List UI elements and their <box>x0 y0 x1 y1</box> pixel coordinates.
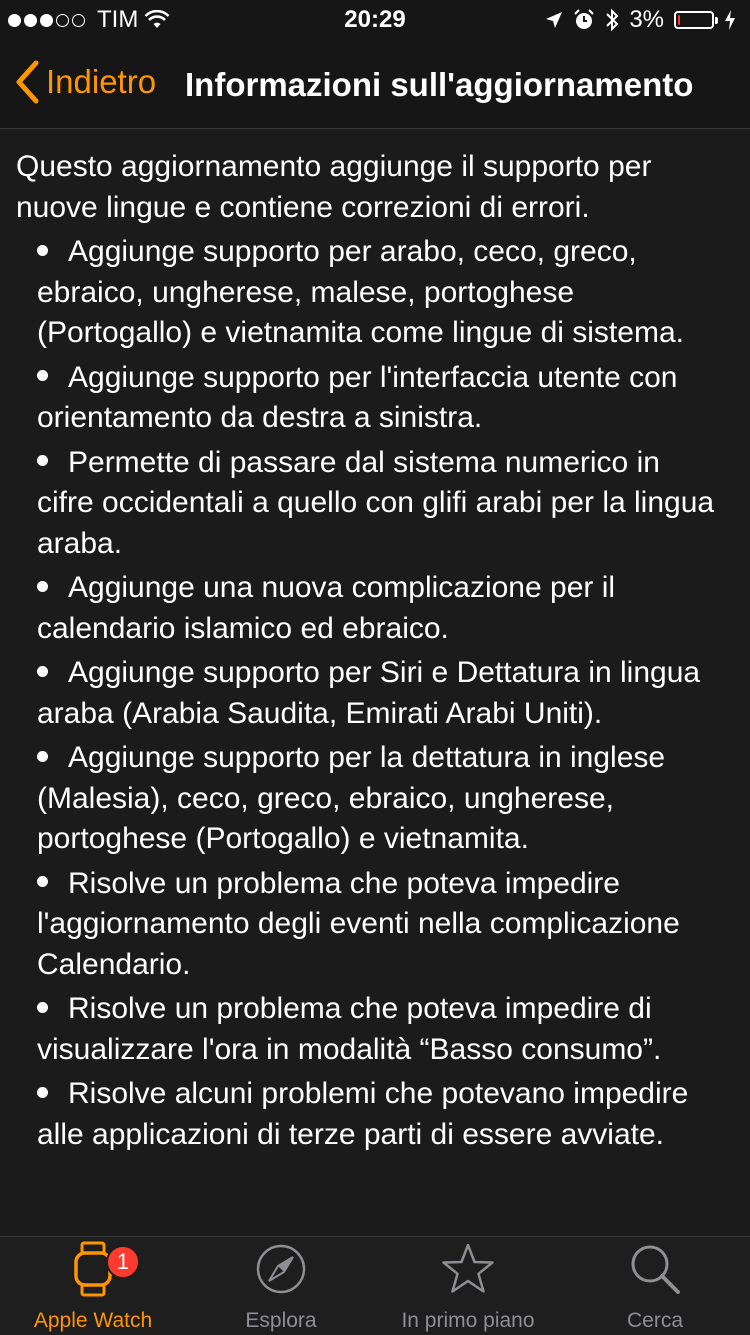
navigation-bar <box>0 40 750 129</box>
list-item <box>0 232 750 354</box>
tab-label: Esplora <box>245 1309 317 1332</box>
bullet-icon <box>37 370 48 381</box>
list-item-text: Risolve alcuni problemi che potevano impedire alle applicazioni di terze parti di essere avviate. <box>37 1077 689 1151</box>
tab-apple-watch[interactable] <box>0 1237 186 1335</box>
search-icon <box>628 1242 682 1296</box>
battery-percent: 3% <box>629 6 664 33</box>
carrier-name: TIM <box>97 6 139 33</box>
bluetooth-icon <box>605 8 619 32</box>
tab-label: Cerca <box>626 1309 684 1332</box>
compass-icon <box>255 1243 307 1295</box>
list-item <box>0 864 750 986</box>
tab-cerca[interactable] <box>562 1237 748 1335</box>
location-arrow-icon <box>545 11 563 29</box>
list-item-text: Permette di passare dal sistema numerico in cifre occidentali a quello con glifi arabi per la lingua araba. <box>37 445 715 560</box>
back-button-label: Indietro <box>46 63 157 100</box>
bullet-icon <box>37 455 48 466</box>
chevron-left-icon <box>14 60 40 104</box>
intro-text: Questo aggiornamento aggiunge il supporto per nuove lingue e contiene correzioni di errori. <box>16 150 652 224</box>
tab-in-primo-piano[interactable] <box>376 1237 560 1335</box>
bullet-icon <box>37 1002 48 1013</box>
list-item <box>0 653 750 734</box>
status-right <box>545 6 736 34</box>
list-item-text: Aggiunge supporto per arabo, ceco, greco, ebraico, ungherese, malese, portoghese (Portogallo) e vietnamita come lingue di sistema. <box>37 235 684 349</box>
tab-bar <box>0 1236 750 1335</box>
page-title: Informazioni sull'aggiornamento <box>185 66 694 103</box>
star-icon <box>440 1242 496 1296</box>
list-item <box>0 738 750 860</box>
list-item-text: Risolve un problema che poteva impedire l'aggiornamento degli eventi nella complicazione Calendario. <box>37 866 680 981</box>
list-item-text: Aggiunge supporto per l'interfaccia utente con orientamento da destra a sinistra. <box>37 360 678 434</box>
back-button[interactable] <box>14 60 156 104</box>
bullet-icon <box>37 581 48 592</box>
alarm-icon <box>573 9 595 31</box>
battery-fill <box>678 15 680 25</box>
list-item <box>0 568 750 649</box>
list-item <box>0 443 750 565</box>
bullet-icon <box>37 666 48 677</box>
list-item-text: Aggiunge supporto per Siri e Dettatura in lingua araba (Arabia Saudita, Emirati Arabi Uniti). <box>37 656 701 730</box>
bullet-icon <box>37 245 48 256</box>
list-item <box>0 358 750 439</box>
status-time: 20:29 <box>344 6 406 33</box>
list-item-text: Risolve un problema che poteva impedire di visualizzare l'ora in modalità “Basso consumo”. <box>37 992 662 1066</box>
release-notes-list <box>0 232 750 1155</box>
tab-esplora[interactable] <box>188 1237 374 1335</box>
status-bar <box>0 0 750 40</box>
list-item-text: Aggiunge supporto per la dettatura in inglese (Malesia), ceco, greco, ebraico, ungherese, portoghese (Portogallo) e vietnamita. <box>37 741 666 855</box>
release-notes[interactable] <box>0 129 750 1236</box>
charging-bolt-icon <box>724 9 736 31</box>
list-item <box>0 1074 750 1155</box>
battery-icon <box>674 11 714 29</box>
bullet-icon <box>37 876 48 887</box>
list-item <box>0 989 750 1070</box>
bullet-icon <box>37 1087 48 1098</box>
list-item-text: Aggiunge una nuova complicazione per il calendario islamico ed ebraico. <box>37 571 616 645</box>
tab-label: In primo piano <box>401 1309 535 1332</box>
notification-badge: 1 <box>106 1245 140 1279</box>
tab-label: Apple Watch <box>33 1309 153 1332</box>
bullet-icon <box>37 751 48 762</box>
